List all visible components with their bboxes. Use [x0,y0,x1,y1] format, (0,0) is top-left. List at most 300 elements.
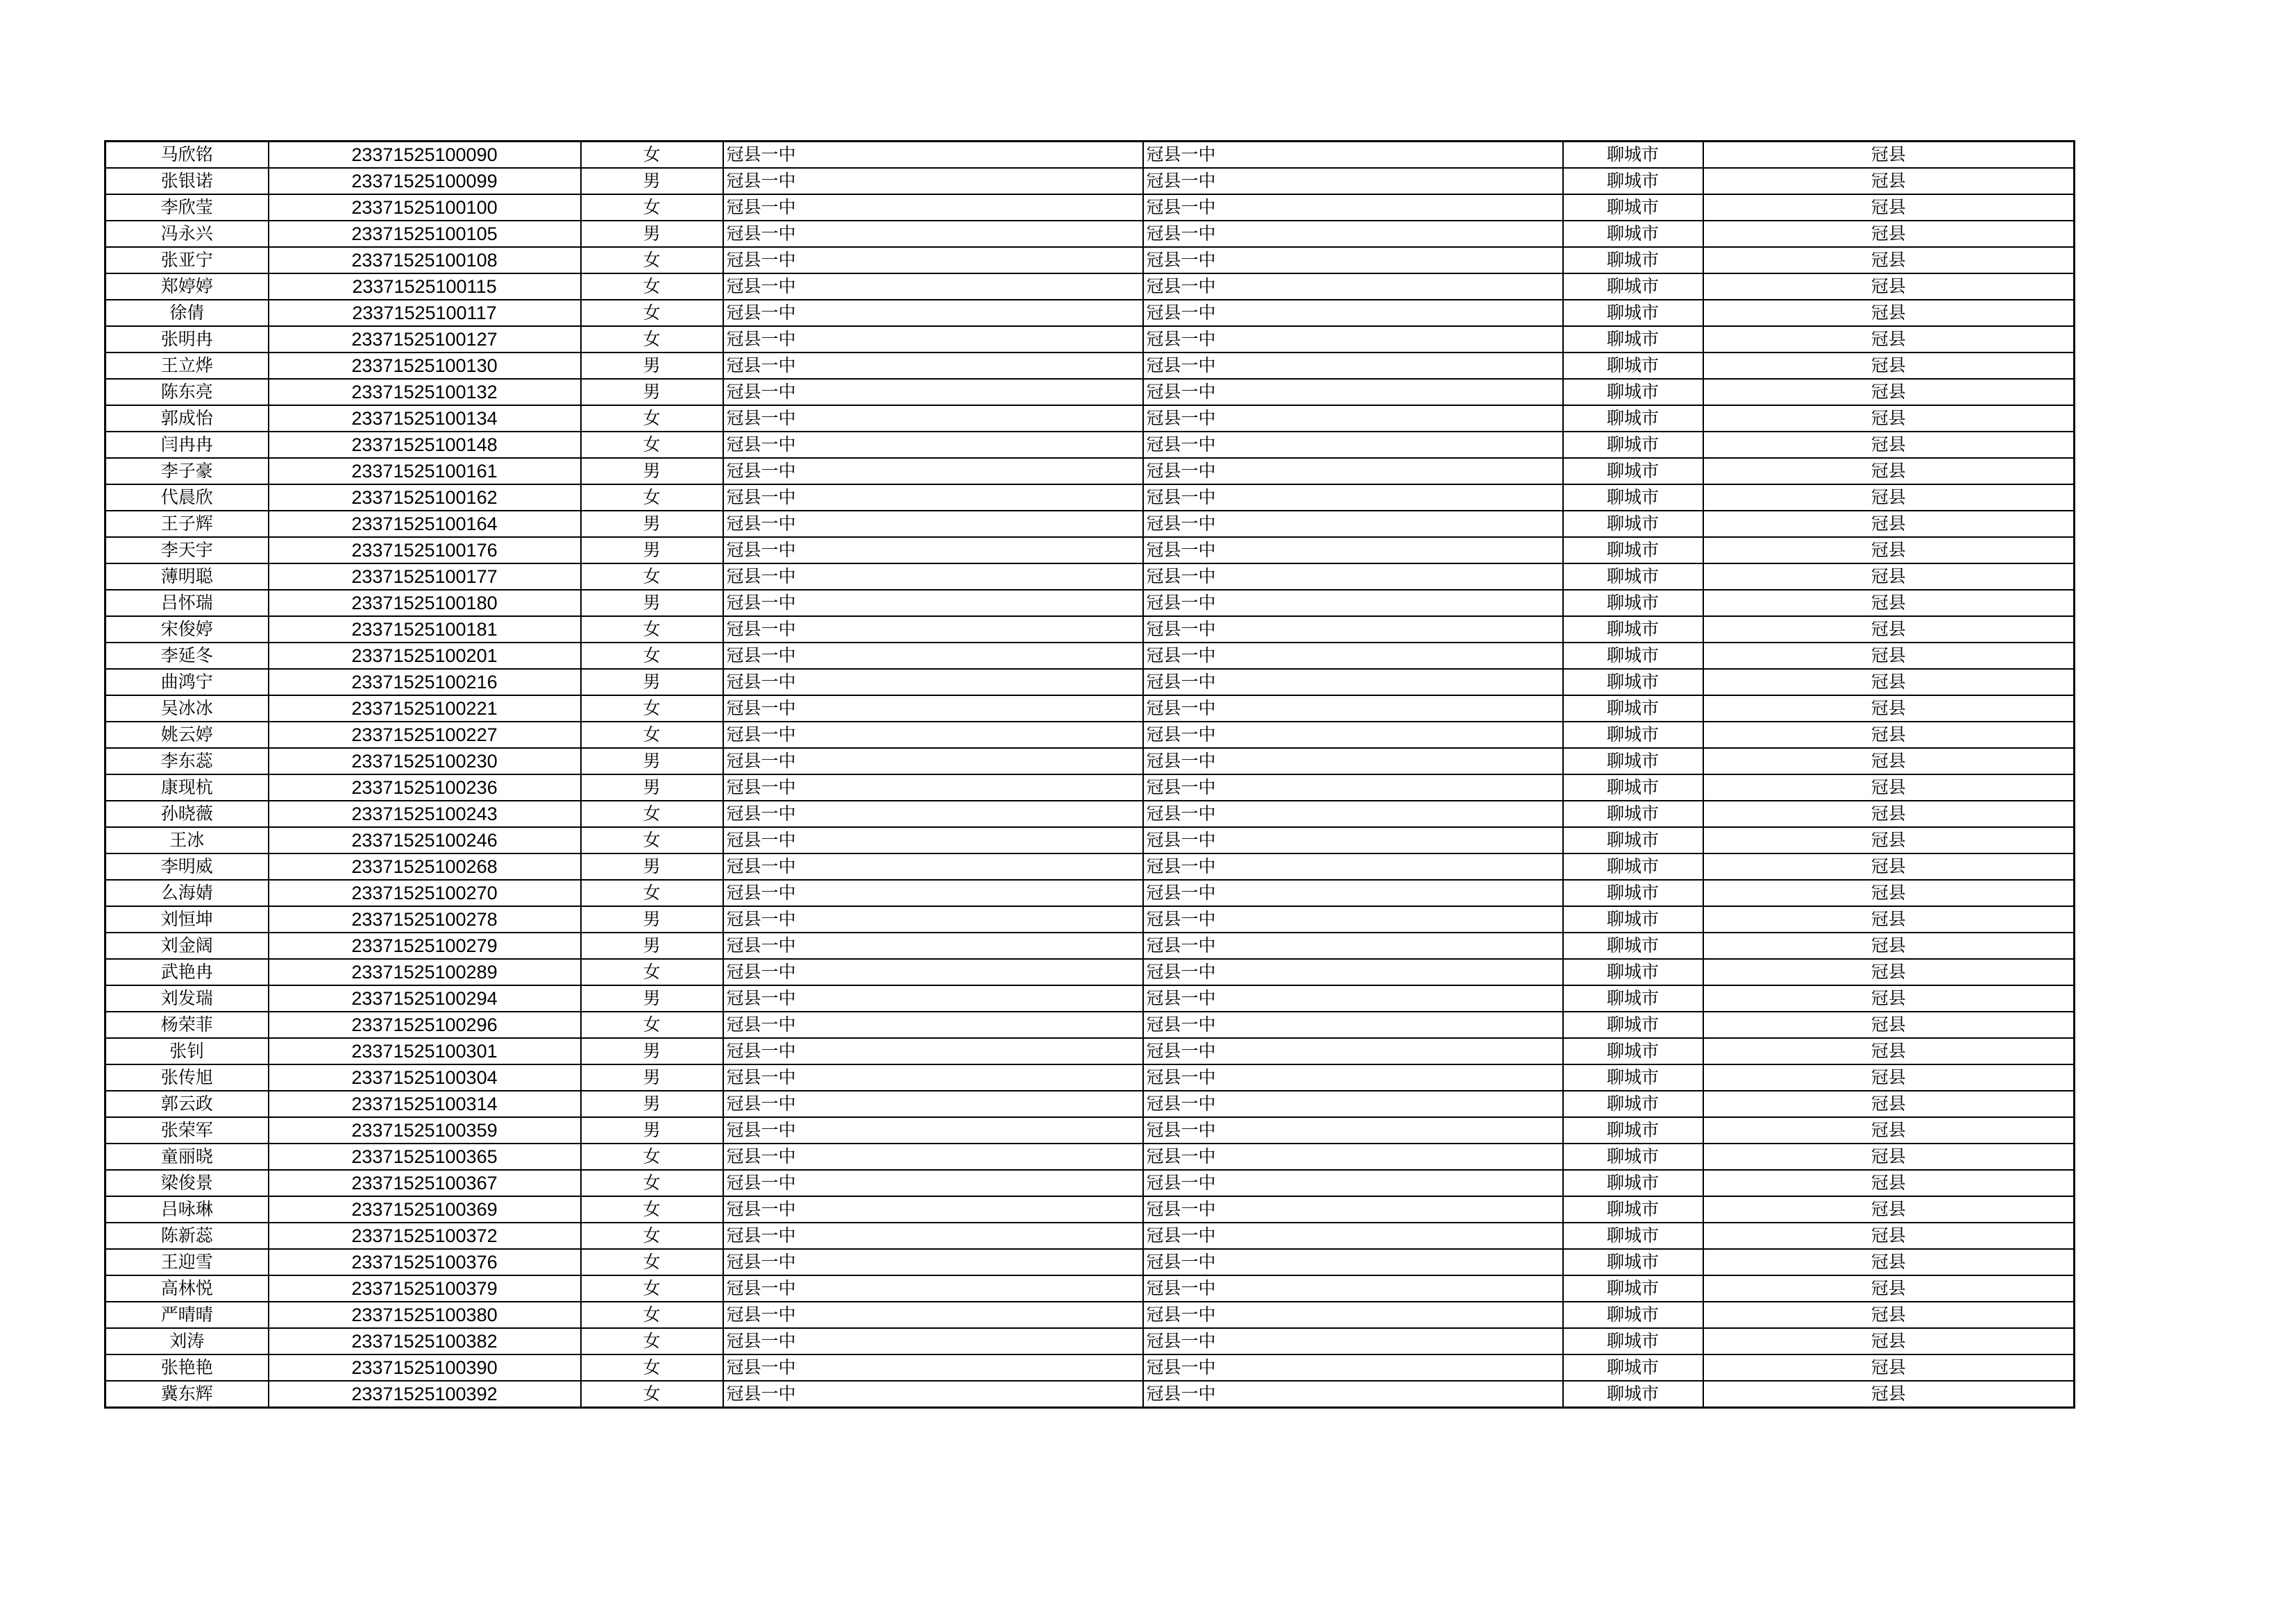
exam-site-cell: 冠县一中 [1143,511,1563,537]
exam-id-cell: 23371525100379 [269,1275,581,1302]
city-cell: 聊城市 [1563,537,1703,563]
student-name-cell: 高林悦 [105,1275,269,1302]
student-name-cell: 张钊 [105,1038,269,1064]
student-name-cell: 李天宇 [105,537,269,563]
student-name-cell: 刘恒坤 [105,906,269,933]
exam-id-cell: 23371525100369 [269,1196,581,1223]
table-row [105,722,2075,748]
city-cell: 聊城市 [1563,563,1703,590]
county-cell: 冠县 [1703,774,2075,801]
gender-cell: 女 [581,432,723,458]
city-cell: 聊城市 [1563,1354,1703,1381]
city-cell: 聊城市 [1563,616,1703,643]
county-cell: 冠县 [1703,273,2075,300]
student-name-cell: 李东蕊 [105,748,269,774]
exam-id-cell: 23371525100117 [269,300,581,326]
exam-site-cell: 冠县一中 [1143,590,1563,616]
school-cell: 冠县一中 [723,959,1143,985]
table-row [105,1038,2075,1064]
student-name-cell: 童丽晓 [105,1144,269,1170]
gender-cell: 男 [581,1064,723,1091]
county-cell: 冠县 [1703,1064,2075,1091]
exam-id-cell: 23371525100279 [269,933,581,959]
exam-id-cell: 23371525100367 [269,1170,581,1196]
table-row [105,827,2075,853]
exam-site-cell: 冠县一中 [1143,563,1563,590]
school-cell: 冠县一中 [723,511,1143,537]
gender-cell: 男 [581,379,723,405]
exam-site-cell: 冠县一中 [1143,1012,1563,1038]
student-name-cell: 冀东辉 [105,1381,269,1408]
county-cell: 冠县 [1703,1302,2075,1328]
exam-id-cell: 23371525100294 [269,985,581,1012]
school-cell: 冠县一中 [723,563,1143,590]
exam-site-cell: 冠县一中 [1143,1223,1563,1249]
school-cell: 冠县一中 [723,326,1143,352]
gender-cell: 女 [581,1249,723,1275]
exam-site-cell: 冠县一中 [1143,458,1563,484]
exam-site-cell: 冠县一中 [1143,959,1563,985]
county-cell: 冠县 [1703,405,2075,432]
city-cell: 聊城市 [1563,774,1703,801]
table-row [105,432,2075,458]
exam-site-cell: 冠县一中 [1143,933,1563,959]
table-row [105,853,2075,880]
city-cell: 聊城市 [1563,1249,1703,1275]
student-name-cell: 郑婷婷 [105,273,269,300]
student-name-cell: 姚云婷 [105,722,269,748]
exam-site-cell: 冠县一中 [1143,1196,1563,1223]
gender-cell: 男 [581,590,723,616]
school-cell: 冠县一中 [723,194,1143,221]
exam-site-cell: 冠县一中 [1143,1170,1563,1196]
county-cell: 冠县 [1703,933,2075,959]
county-cell: 冠县 [1703,906,2075,933]
exam-id-cell: 23371525100380 [269,1302,581,1328]
gender-cell: 女 [581,1170,723,1196]
school-cell: 冠县一中 [723,1170,1143,1196]
city-cell: 聊城市 [1563,748,1703,774]
gender-cell: 男 [581,933,723,959]
exam-id-cell: 23371525100134 [269,405,581,432]
student-name-cell: 王立烨 [105,352,269,379]
city-cell: 聊城市 [1563,484,1703,511]
exam-id-cell: 23371525100365 [269,1144,581,1170]
table-row [105,1144,2075,1170]
county-cell: 冠县 [1703,1275,2075,1302]
city-cell: 聊城市 [1563,985,1703,1012]
county-cell: 冠县 [1703,827,2075,853]
city-cell: 聊城市 [1563,669,1703,695]
exam-id-cell: 23371525100246 [269,827,581,853]
school-cell: 冠县一中 [723,1064,1143,1091]
student-name-cell: 吴冰冰 [105,695,269,722]
gender-cell: 男 [581,1038,723,1064]
exam-id-cell: 23371525100304 [269,1064,581,1091]
table-row [105,1170,2075,1196]
exam-id-cell: 23371525100392 [269,1381,581,1408]
table-row [105,1302,2075,1328]
table-row [105,669,2075,695]
exam-site-cell: 冠县一中 [1143,616,1563,643]
school-cell: 冠县一中 [723,669,1143,695]
gender-cell: 女 [581,801,723,827]
city-cell: 聊城市 [1563,221,1703,247]
exam-id-cell: 23371525100090 [269,142,581,169]
city-cell: 聊城市 [1563,1196,1703,1223]
exam-site-cell: 冠县一中 [1143,1328,1563,1354]
student-name-cell: 李欣莹 [105,194,269,221]
school-cell: 冠县一中 [723,405,1143,432]
exam-id-cell: 23371525100216 [269,669,581,695]
table-row [105,142,2075,169]
school-cell: 冠县一中 [723,379,1143,405]
student-name-cell: 王冰 [105,827,269,853]
school-cell: 冠县一中 [723,616,1143,643]
city-cell: 聊城市 [1563,326,1703,352]
city-cell: 聊城市 [1563,722,1703,748]
gender-cell: 女 [581,247,723,273]
county-cell: 冠县 [1703,985,2075,1012]
gender-cell: 女 [581,1328,723,1354]
city-cell: 聊城市 [1563,511,1703,537]
county-cell: 冠县 [1703,1144,2075,1170]
exam-id-cell: 23371525100221 [269,695,581,722]
table-row [105,326,2075,352]
gender-cell: 女 [581,643,723,669]
student-name-cell: 吕怀瑞 [105,590,269,616]
school-cell: 冠县一中 [723,1091,1143,1117]
county-cell: 冠县 [1703,1038,2075,1064]
county-cell: 冠县 [1703,669,2075,695]
gender-cell: 女 [581,880,723,906]
school-cell: 冠县一中 [723,484,1143,511]
gender-cell: 男 [581,853,723,880]
table-row [105,695,2075,722]
gender-cell: 女 [581,1196,723,1223]
school-cell: 冠县一中 [723,590,1143,616]
city-cell: 聊城市 [1563,959,1703,985]
exam-site-cell: 冠县一中 [1143,221,1563,247]
roster-body [105,142,2075,1408]
exam-id-cell: 23371525100164 [269,511,581,537]
city-cell: 聊城市 [1563,1144,1703,1170]
exam-id-cell: 23371525100314 [269,1091,581,1117]
county-cell: 冠县 [1703,484,2075,511]
exam-id-cell: 23371525100372 [269,1223,581,1249]
school-cell: 冠县一中 [723,853,1143,880]
student-name-cell: 张亚宁 [105,247,269,273]
county-cell: 冠县 [1703,247,2075,273]
school-cell: 冠县一中 [723,985,1143,1012]
exam-site-cell: 冠县一中 [1143,537,1563,563]
county-cell: 冠县 [1703,142,2075,169]
exam-id-cell: 23371525100127 [269,326,581,352]
county-cell: 冠县 [1703,1170,2075,1196]
city-cell: 聊城市 [1563,590,1703,616]
student-name-cell: 李子豪 [105,458,269,484]
gender-cell: 女 [581,563,723,590]
exam-id-cell: 23371525100148 [269,432,581,458]
exam-id-cell: 23371525100227 [269,722,581,748]
table-row [105,748,2075,774]
table-row [105,985,2075,1012]
gender-cell: 女 [581,1223,723,1249]
county-cell: 冠县 [1703,616,2075,643]
city-cell: 聊城市 [1563,880,1703,906]
school-cell: 冠县一中 [723,880,1143,906]
county-cell: 冠县 [1703,511,2075,537]
city-cell: 聊城市 [1563,300,1703,326]
table-row [105,1196,2075,1223]
student-name-cell: 刘金阔 [105,933,269,959]
student-name-cell: 闫冉冉 [105,432,269,458]
student-name-cell: 梁俊景 [105,1170,269,1196]
city-cell: 聊城市 [1563,142,1703,169]
county-cell: 冠县 [1703,326,2075,352]
gender-cell: 女 [581,827,723,853]
city-cell: 聊城市 [1563,1170,1703,1196]
student-name-cell: 张艳艳 [105,1354,269,1381]
school-cell: 冠县一中 [723,458,1143,484]
school-cell: 冠县一中 [723,643,1143,669]
student-name-cell: 王迎雪 [105,1249,269,1275]
school-cell: 冠县一中 [723,906,1143,933]
county-cell: 冠县 [1703,643,2075,669]
school-cell: 冠县一中 [723,1144,1143,1170]
school-cell: 冠县一中 [723,221,1143,247]
school-cell: 冠县一中 [723,300,1143,326]
student-name-cell: 张传旭 [105,1064,269,1091]
city-cell: 聊城市 [1563,1012,1703,1038]
exam-site-cell: 冠县一中 [1143,247,1563,273]
county-cell: 冠县 [1703,1328,2075,1354]
city-cell: 聊城市 [1563,247,1703,273]
county-cell: 冠县 [1703,563,2075,590]
gender-cell: 男 [581,168,723,194]
exam-site-cell: 冠县一中 [1143,1381,1563,1408]
school-cell: 冠县一中 [723,1012,1143,1038]
table-row [105,801,2075,827]
student-name-cell: 张荣军 [105,1117,269,1144]
exam-id-cell: 23371525100176 [269,537,581,563]
student-name-cell: 李延冬 [105,643,269,669]
school-cell: 冠县一中 [723,722,1143,748]
county-cell: 冠县 [1703,1381,2075,1408]
student-roster-table [104,140,2075,1409]
exam-id-cell: 23371525100181 [269,616,581,643]
school-cell: 冠县一中 [723,1196,1143,1223]
exam-id-cell: 23371525100115 [269,273,581,300]
city-cell: 聊城市 [1563,1091,1703,1117]
student-name-cell: 曲鸿宁 [105,669,269,695]
gender-cell: 男 [581,1091,723,1117]
county-cell: 冠县 [1703,458,2075,484]
city-cell: 聊城市 [1563,1302,1703,1328]
gender-cell: 女 [581,1381,723,1408]
city-cell: 聊城市 [1563,168,1703,194]
gender-cell: 男 [581,669,723,695]
school-cell: 冠县一中 [723,432,1143,458]
city-cell: 聊城市 [1563,827,1703,853]
exam-site-cell: 冠县一中 [1143,1038,1563,1064]
gender-cell: 男 [581,985,723,1012]
student-name-cell: 刘发瑞 [105,985,269,1012]
exam-site-cell: 冠县一中 [1143,300,1563,326]
exam-site-cell: 冠县一中 [1143,273,1563,300]
exam-id-cell: 23371525100108 [269,247,581,273]
exam-site-cell: 冠县一中 [1143,1144,1563,1170]
county-cell: 冠县 [1703,1196,2075,1223]
exam-site-cell: 冠县一中 [1143,1275,1563,1302]
exam-site-cell: 冠县一中 [1143,379,1563,405]
school-cell: 冠县一中 [723,1328,1143,1354]
exam-site-cell: 冠县一中 [1143,142,1563,169]
county-cell: 冠县 [1703,168,2075,194]
exam-id-cell: 23371525100177 [269,563,581,590]
school-cell: 冠县一中 [723,168,1143,194]
city-cell: 聊城市 [1563,432,1703,458]
student-name-cell: 徐倩 [105,300,269,326]
exam-site-cell: 冠县一中 [1143,669,1563,695]
table-row [105,194,2075,221]
exam-site-cell: 冠县一中 [1143,1302,1563,1328]
table-row [105,563,2075,590]
exam-id-cell: 23371525100359 [269,1117,581,1144]
city-cell: 聊城市 [1563,933,1703,959]
gender-cell: 男 [581,352,723,379]
table-row [105,300,2075,326]
city-cell: 聊城市 [1563,1117,1703,1144]
table-row [105,616,2075,643]
school-cell: 冠县一中 [723,801,1143,827]
student-name-cell: 李明威 [105,853,269,880]
gender-cell: 女 [581,1012,723,1038]
city-cell: 聊城市 [1563,1064,1703,1091]
table-row [105,273,2075,300]
table-row [105,537,2075,563]
table-row [105,379,2075,405]
table-row [105,1328,2075,1354]
table-row [105,352,2075,379]
county-cell: 冠县 [1703,748,2075,774]
school-cell: 冠县一中 [723,537,1143,563]
exam-id-cell: 23371525100268 [269,853,581,880]
table-row [105,1012,2075,1038]
student-name-cell: 刘涛 [105,1328,269,1354]
table-row [105,643,2075,669]
exam-site-cell: 冠县一中 [1143,774,1563,801]
school-cell: 冠县一中 [723,1117,1143,1144]
gender-cell: 男 [581,511,723,537]
school-cell: 冠县一中 [723,352,1143,379]
gender-cell: 女 [581,484,723,511]
exam-id-cell: 23371525100296 [269,1012,581,1038]
table-row [105,880,2075,906]
gender-cell: 女 [581,300,723,326]
table-row [105,221,2075,247]
school-cell: 冠县一中 [723,1302,1143,1328]
school-cell: 冠县一中 [723,1381,1143,1408]
exam-id-cell: 23371525100376 [269,1249,581,1275]
table-row [105,959,2075,985]
exam-id-cell: 23371525100201 [269,643,581,669]
student-name-cell: 康现杭 [105,774,269,801]
exam-id-cell: 23371525100243 [269,801,581,827]
table-row [105,484,2075,511]
exam-id-cell: 23371525100270 [269,880,581,906]
school-cell: 冠县一中 [723,247,1143,273]
table-row [105,906,2075,933]
gender-cell: 女 [581,326,723,352]
gender-cell: 男 [581,537,723,563]
school-cell: 冠县一中 [723,273,1143,300]
exam-id-cell: 23371525100161 [269,458,581,484]
city-cell: 聊城市 [1563,352,1703,379]
gender-cell: 女 [581,722,723,748]
student-name-cell: 陈新蕊 [105,1223,269,1249]
exam-site-cell: 冠县一中 [1143,1117,1563,1144]
gender-cell: 男 [581,1117,723,1144]
city-cell: 聊城市 [1563,273,1703,300]
exam-site-cell: 冠县一中 [1143,643,1563,669]
student-name-cell: 吕咏琳 [105,1196,269,1223]
table-row [105,933,2075,959]
county-cell: 冠县 [1703,880,2075,906]
gender-cell: 女 [581,1275,723,1302]
student-name-cell: 王子辉 [105,511,269,537]
exam-id-cell: 23371525100099 [269,168,581,194]
exam-site-cell: 冠县一中 [1143,880,1563,906]
city-cell: 聊城市 [1563,1223,1703,1249]
student-name-cell: 马欣铭 [105,142,269,169]
student-name-cell: 孙晓薇 [105,801,269,827]
exam-id-cell: 23371525100105 [269,221,581,247]
exam-site-cell: 冠县一中 [1143,194,1563,221]
table-row [105,1354,2075,1381]
exam-id-cell: 23371525100278 [269,906,581,933]
table-row [105,1223,2075,1249]
exam-site-cell: 冠县一中 [1143,405,1563,432]
table-row [105,1249,2075,1275]
exam-id-cell: 23371525100230 [269,748,581,774]
county-cell: 冠县 [1703,300,2075,326]
exam-id-cell: 23371525100236 [269,774,581,801]
exam-site-cell: 冠县一中 [1143,853,1563,880]
exam-id-cell: 23371525100180 [269,590,581,616]
gender-cell: 女 [581,959,723,985]
student-name-cell: 代晨欣 [105,484,269,511]
student-name-cell: 张明冉 [105,326,269,352]
city-cell: 聊城市 [1563,458,1703,484]
student-name-cell: 陈东亮 [105,379,269,405]
gender-cell: 女 [581,194,723,221]
student-name-cell: 么海婧 [105,880,269,906]
student-name-cell: 冯永兴 [105,221,269,247]
exam-site-cell: 冠县一中 [1143,906,1563,933]
student-name-cell: 宋俊婷 [105,616,269,643]
county-cell: 冠县 [1703,194,2075,221]
gender-cell: 女 [581,405,723,432]
county-cell: 冠县 [1703,695,2075,722]
exam-site-cell: 冠县一中 [1143,1249,1563,1275]
gender-cell: 女 [581,1144,723,1170]
student-name-cell: 郭云政 [105,1091,269,1117]
city-cell: 聊城市 [1563,194,1703,221]
county-cell: 冠县 [1703,432,2075,458]
gender-cell: 女 [581,1302,723,1328]
student-name-cell: 严晴晴 [105,1302,269,1328]
